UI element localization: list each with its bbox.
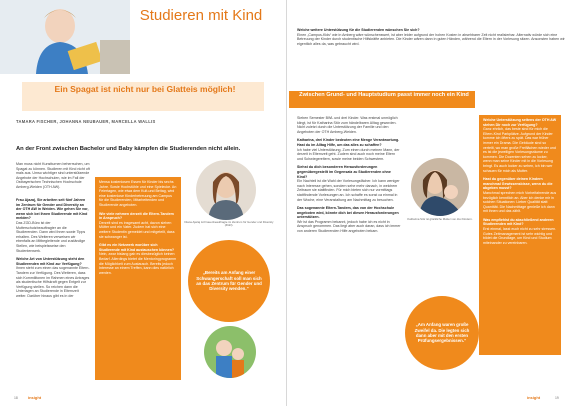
answer: Wir ist das Programm bekannt, jedoch habe ich es nicht in Anspruch genommen. Das liegt aber auch daran, dass ich immer von anderen Studierenden Hilfe angeboten bekam. (297, 219, 401, 234)
right-column-1 (297, 116, 401, 234)
question: Katharina, drei Kinder bedeuten eine Menge Verantwortung. Hast du im Alltag Hilfe, um das alles zu schaffen? (297, 138, 400, 147)
right-page (287, 0, 574, 406)
photo-caption: Diana Ajazaj ist Frauenbeauftragte im Zentrum für Gender und Diversity (ZGD). (184, 220, 274, 228)
article-title: Studieren mit Kind (139, 7, 263, 24)
family-photo (204, 326, 256, 378)
magazine-brand: insight (28, 395, 42, 400)
answer: Ganz ehrlich, das beste sind für mich die Eltern-Kind Parkplätze. Aufgrund der Kinder komme ich öfters zu spät. Das war früher immer ein Drama. Die Gebäude sind so verteilt, wo man große Freiflächen wieder und es ist die jeweiligen Vorlesungsräume zu kommen. Die Dozenten sehen zu locker, wenn man seine Kinder mit in die Vorlesung bringt. Es auch locker zu sehen, ich bin wer schauen für mich als Mutter. (483, 127, 556, 173)
question: Hast du gegenüber deinen Kindern manchmal Gewissensbisse, wenn du die abgeben musst? (483, 177, 553, 191)
interviewee-photo (411, 158, 469, 216)
answer: Einen „Campus-Kids“ wie in Amberg wäre wünschenswert, ist aber leider aufgrund der hohen Kosten in absehbarer Zeit nicht realisierbar. Alternativ würde sich eine Betreuung der Kinder durch studentische Hilfskräfte anbieten. Die Kinder wären dann in guten Händen, während die Eltern in der Vorlesung sitzen. Ansonsten haben wir eigentlich alles da, was gebraucht wird. (297, 32, 565, 46)
article-lead: An der Front zwischen Bachelor und Baby kämpfen die Studierenden nicht allein. (16, 146, 241, 152)
section-heading: Zwischen Grund- und Hauptstudium passt immer noch ein Kind (299, 92, 469, 98)
orange-sidebar (479, 115, 561, 355)
intro-block (297, 28, 565, 46)
article-subtitle: Ein Spagat ist nicht nur bei Glatteis möglich! (54, 84, 236, 94)
question: Was empfiehlst du abschließend anderen Studierenden mit Kind? (483, 217, 554, 227)
answer: Ich habe viel Unterstützung. Zum einen durch meinen Mann, der derzeit in Elternzeit geht. Zudem sind auch noch meine Eltern und Schwiegereltern, sowie meine beiden Schwestern. (297, 147, 400, 161)
pull-quote: „Bereits am Anfang einer Schwangerschaft soll man sich an das Zentrum für Gender und Diversity wenden.“ (188, 240, 270, 322)
interviewee-photo (196, 160, 256, 220)
pull-quote: „Am Anfang waren große Zweifel da. Die legten sich dann aber mit den ersten Prüfungsergebnissen.“ (405, 296, 479, 370)
question: Welche Art von Unterstützung steht den Studierenden mit Kind zur Verfügung? (16, 257, 85, 266)
child-photo (0, 0, 130, 74)
magazine-brand: insight (527, 395, 541, 400)
page-number: 19 (555, 396, 559, 400)
answer: Mensa kostenlosen Essen für Kinder bis sechs Jahre. Sowie Hochstühle und eine Spielecke. An Feiertagen, wie etwa dem Kult-und Beitag, wird eine kostenlose Kinderbetreuung am Campus für die Studierenden, Mitarbeitenden und Studierende angeboten. (99, 180, 177, 207)
answer: Manchmal sprechen mich Vorbeifahrende aus bezüglich kenntlich an. Aber ich denke mir in solchen Situationen: Lieber Qualität statt Quantität. Die Nachmittage genieße ich dann mit ihnen und das zählt. (483, 190, 557, 214)
answer: Nein, zwar bislang gab es diesbezüglich keinen Bedarf. Allerdings bietet die Mentoringprogramm die Möglichkeit zum Austausch. Bereits jedoch Interesse an einem Treffen, kann dies natürlich werden. (99, 252, 177, 275)
question: Welche weitere Unterstützung für die Studierenden wünschen Sie sich? (297, 28, 420, 32)
orange-column (95, 177, 181, 380)
answer: Ein Nachteil ist die Wahl der Vorlesungsfächer. Ich kann weniger nach Interesse gehen, sondern sehe mehr danach, in welchem Zeitraum sie stattfinden. Für mich bieten sich nur vormittags stattfindende Vorlesungen an. Ich schaffe es sonst ca einmal in der Woche, eine Veranstaltung am Nachmittag zu besuchen. (297, 179, 400, 202)
question: Siehst du dich besonderen Herausforderungen gegenübergestellt im Gegensatz zu Studierenden ohne Kind? (297, 165, 391, 179)
question: Gibt es ein Netzwerk worüber sich Studierende mit Kind austauschen können? (99, 243, 175, 252)
question: Wie viele nehmen derzeit die Eltern-Tandem in Anspruch? (99, 211, 174, 221)
answer: Ihnen steht zum einen das sogenannte Eltern-Tandem zur Verfügung. Des Weiteren, dass sich Kommilitonen im Rahmen eines Antrages als studentische Hilfskraft gegen Entgelt zur Verfügung stellen. So reichen dann die Unterlagen an Studierende in Elternzeit weiter. Darüber hinaus gibt es in der (16, 266, 90, 298)
photo-caption: Katharina Stör ist glückliche Mutter von drei Kindern. (407, 217, 473, 221)
article-authors: TAMARA FISCHER, JOHANNA NEUBAUER, MARCELLA WALLIS (16, 119, 156, 124)
answer: Erst einmal, lasst euch nicht zu sehr stressen. Gutes Zeitmanagement ist sehr wichtig und bildet die Grundlage, um Kind und Studium miteinander zu vereinbaren. (483, 227, 557, 245)
left-page (0, 0, 286, 406)
question: Frau Ajazaj, Sie arbeiten seit fünf Jahren im Zentrum für Gender und Diversity an der OTH AW in Weiden. Wie gehen Sie vor, wenn sich bei Ihnen Studierende mit Kind melden? (16, 198, 89, 221)
left-column-1 (16, 198, 90, 298)
intro-paragraph: Man muss nicht Kunstturnen beherrschen, um Spagat zu können. Studieren mit Kind nicht oft mals aus. Umso wichtiger sind unterstützende Angebote der Hochschulen, wie im Fall der Ostbayerischen Technischen Hochschule Amberg-Weiden (OTH AW). (16, 162, 90, 189)
page-number: 18 (14, 396, 18, 400)
answer: Das ZGD-Büro ist der Mutterschutzbeauftragter an die Studierenden. Dann wird ihnen sowie Tipps erhalten. Des Weiteren verweisen wir ebenfalls an Mitbegleitende und zuständige Stellen, wie beispielsweise den Studentenwerk. (16, 220, 86, 253)
intro-paragraph: Sieben Semester BWL und drei Kinder. Was erstmal unmöglich klingt, ist für Katharina Stör zum händelbaren Alltag geworden. Nicht zuletzt durch die Unterstützung der Familie und den Angeboten der OTH Amberg-Weiden. (297, 116, 398, 134)
answer: Derzeit sind es insgesamt acht, davon sieben Mütter und ein Vater. Zudem hat sich eine weitere Studentin gemeldet und mitgeteilt, dass sie schwanger ist. (99, 220, 175, 239)
question: Das sogenannte Eltern-Tandem, das von der Hochschule angeboten wird, könnte dich bei diesen Herausforderungen unterstützen. (297, 206, 399, 220)
question: Welche Unterstützung seitens der OTH AW stehen Dir noch zur Verfügung? (483, 118, 557, 127)
